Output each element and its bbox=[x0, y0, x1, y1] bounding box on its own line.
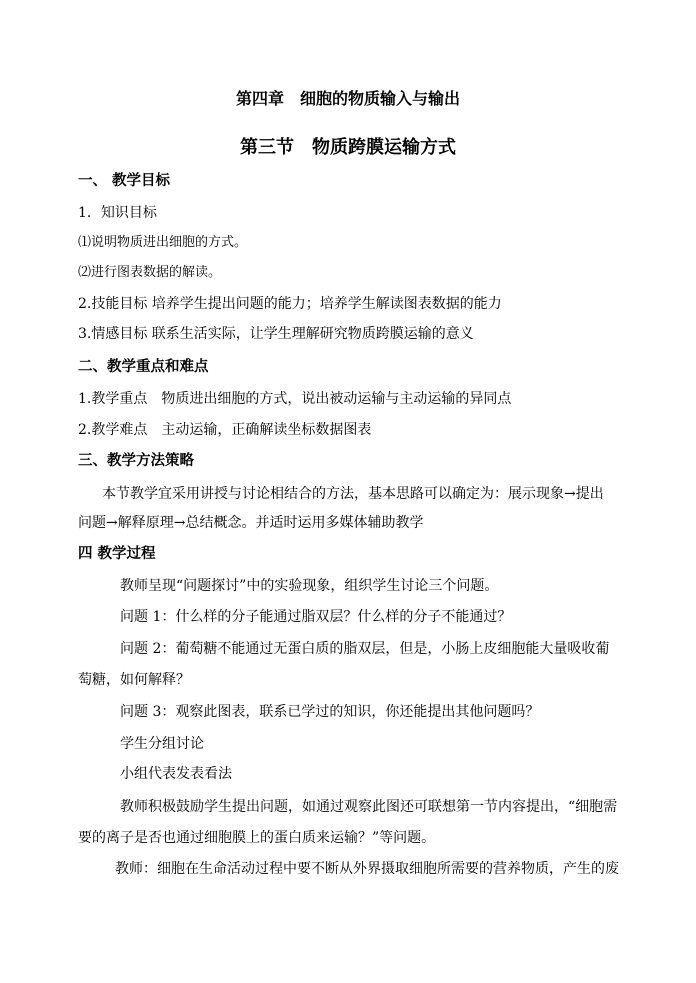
knowledge-goal-1: ⑴说明物质进出细胞的方式。 bbox=[78, 235, 248, 250]
encourage-line1: 教师积极鼓励学生提出问题，如通过观察此图还可联想第一节内容提出，“细胞需 bbox=[120, 799, 618, 815]
student-discussion: 学生分组讨论 bbox=[120, 736, 204, 752]
key-point: 1.教学重点 物质进出细胞的方式，说出被动运输与主动运输的异同点 bbox=[78, 391, 512, 407]
question-1: 问题 1：什么样的分子能通过脂双层？什么样的分子不能通过？ bbox=[120, 609, 512, 625]
question-2-line1: 问题 2：葡萄糖不能通过无蛋白质的脂双层，但是，小肠上皮细胞能大量吸收葡 bbox=[120, 641, 610, 657]
question-2-line2: 萄糖，如何解释？ bbox=[78, 672, 190, 688]
group-presentation: 小组代表发表看法 bbox=[120, 766, 232, 782]
difficult-point: 2.教学难点 主动运输，正确解读坐标数据图表 bbox=[78, 422, 372, 438]
method-paragraph-line2: 问题→解释原理→总结概念。并适时运用多媒体辅助教学 bbox=[78, 515, 424, 531]
process-intro: 教师呈现“问题探讨”中的实验现象，组织学生讨论三个问题。 bbox=[120, 578, 499, 594]
skill-goal: 2.技能目标 培养学生提出问题的能力；培养学生解读图表数据的能力 bbox=[78, 296, 502, 312]
heading-process: 四 教学过程 bbox=[78, 545, 156, 562]
question-3: 问题 3：观察此图表，联系已学过的知识，你还能提出其他问题吗？ bbox=[120, 704, 540, 720]
teacher-line1: 教师：细胞在生命活动过程中要不断从外界摄取细胞所需要的营养物质，产生的废 bbox=[115, 861, 619, 877]
knowledge-goal-label: 1．知识目标 bbox=[78, 205, 157, 221]
chapter-title: 第四章 细胞的物质输入与输出 bbox=[235, 89, 460, 108]
encourage-line2: 要的离子是否也通过细胞膜上的蛋白质来运输？”等问题。 bbox=[78, 830, 436, 846]
section-title: 第三节 物质跨膜运输方式 bbox=[240, 137, 456, 158]
method-paragraph-line1: 本节教学宜采用讲授与讨论相结合的方法，基本思路可以确定为：展示现象→提出 bbox=[102, 486, 604, 502]
heading-method: 三、教学方法策略 bbox=[78, 452, 194, 469]
knowledge-goal-2: ⑵进行图表数据的解读。 bbox=[78, 265, 222, 280]
heading-teaching-goals: 一、 教学目标 bbox=[78, 172, 171, 189]
heading-key-points: 二、教学重点和难点 bbox=[78, 358, 209, 375]
emotion-goal: 3.情感目标 联系生活实际，让学生理解研究物质跨膜运输的意义 bbox=[78, 326, 474, 342]
